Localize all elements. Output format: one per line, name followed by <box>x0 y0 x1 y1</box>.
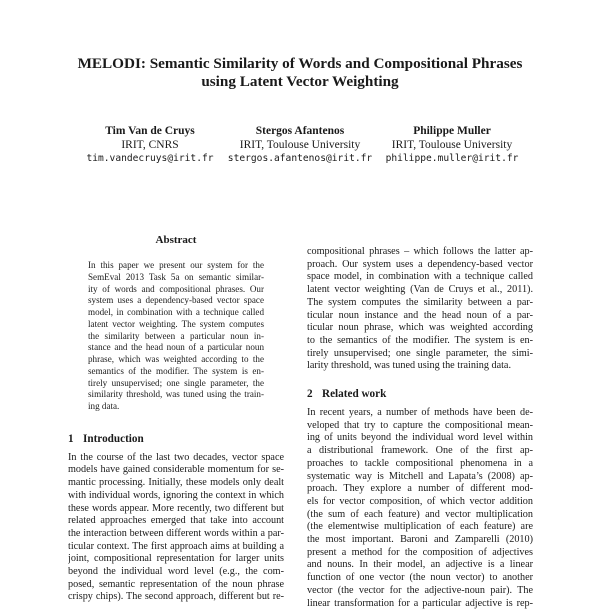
author-email: tim.vandecruys@irit.fr <box>86 153 214 164</box>
abstract-body <box>88 260 264 413</box>
body-line: crispy chips). The second approach, different but re- <box>68 591 284 603</box>
body-line: systematic way is Mitchell and Lapata’s (2008) ap- <box>307 470 533 482</box>
body-line: beyond the individual word level (e.g., the com- <box>68 566 284 578</box>
author-2 <box>216 124 384 166</box>
body-line: posed, semantic representation of the noun phrase <box>68 578 284 590</box>
section-title: Introduction <box>83 432 144 445</box>
abstract-line: ing data. <box>88 401 120 411</box>
author-block <box>0 124 600 168</box>
body-line: The system computes the similarity between a par- <box>307 296 533 308</box>
abstract-line: similarity threshold, was tuned using the train- <box>88 389 264 400</box>
body-line: space model, in combination with a technique called <box>307 271 533 283</box>
abstract-line: semantics of the modifier. The system is en- <box>88 365 264 376</box>
title-line-2: using Latent Vector Weighting <box>201 73 399 90</box>
body-line: a distributional framework. One of the first ap- <box>307 445 533 457</box>
body-line: models have gained considerable momentum for se- <box>68 464 284 476</box>
body-line: linear transformation for a particular adjective is rep- <box>307 597 533 609</box>
body-line: (the sum of each feature) and vector multiplication <box>307 508 533 520</box>
body-line: mantic processing. Initially, these models only dealt <box>68 477 284 489</box>
section-heading-introduction <box>68 432 284 446</box>
author-affiliation: IRIT, Toulouse University <box>239 139 361 151</box>
related-work-body <box>307 407 533 610</box>
author-name: Tim Van de Cruys <box>105 125 195 137</box>
body-line: related approaches emerged that take into account <box>68 515 284 527</box>
abstract-line: In this paper we present our system for the <box>88 260 264 270</box>
abstract-line: tirely unsupervised; one single parameter, the <box>88 377 264 388</box>
body-line: ticular noun phrase, which was weighted according <box>307 322 533 334</box>
body-line: proach. Our system uses a dependency-based vector <box>307 258 533 270</box>
right-column <box>307 246 533 610</box>
body-line: proaches to tackle compositional phenomena in a <box>307 457 533 469</box>
body-line: ticular noun instance and the head noun of a par- <box>307 309 533 321</box>
section-heading-related-work <box>307 387 533 401</box>
author-3 <box>370 124 534 166</box>
body-line: In recent years, a number of methods have been de- <box>307 407 533 419</box>
body-line: with individual words, ignoring the context in which <box>68 489 284 501</box>
abstract-line: the similarity between a particular noun in- <box>88 330 264 341</box>
body-line: els for vector composition, of which vector addition <box>307 495 533 507</box>
introduction-body <box>68 452 284 604</box>
body-line: tirely unsupervised; one single parameter, the simi- <box>307 347 533 359</box>
section-number: 2 <box>307 388 313 401</box>
abstract-line: system uses a dependency-based vector space <box>88 295 264 306</box>
paper-title <box>0 55 600 91</box>
abstract-line: ity of words and compositional phrases. Our <box>88 283 264 294</box>
author-email: stergos.afantenos@irit.fr <box>227 153 373 164</box>
abstract-line: SemEval 2013 Task 5a on semantic similar- <box>88 271 264 282</box>
title-line-1: MELODI: Semantic Similarity of Words and Compositional Phrases <box>77 55 523 72</box>
body-line: function of one vector (the noun vector) to another <box>307 572 533 584</box>
abstract-line: stance and the head noun of a particular noun <box>88 342 264 353</box>
section-number: 1 <box>68 432 74 445</box>
author-name: Philippe Muller <box>413 125 491 137</box>
body-line: present a method for the composition of adjectives <box>307 546 533 558</box>
body-line: ing of units beyond the individual word level within <box>307 432 533 444</box>
introduction-continued-body <box>307 246 533 373</box>
body-line: veloped that try to capture the compositional mean- <box>307 419 533 431</box>
body-line: ticular context. The first approach aims at building a <box>68 540 284 552</box>
body-line: and nouns. In their model, an adjective is a linear <box>307 559 533 571</box>
left-column <box>68 233 284 604</box>
body-line: the interaction between different words within a par- <box>68 527 284 539</box>
body-line: compositional phrases – which follows the latter ap- <box>307 246 533 257</box>
abstract-line: model, in combination with a technique called <box>88 307 264 317</box>
body-line: joint, compositional representation for larger units <box>68 553 284 565</box>
author-affiliation: IRIT, CNRS <box>121 139 179 151</box>
body-line: vector (the vector for the adjective-noun pair). The <box>307 584 533 596</box>
author-1 <box>70 124 230 166</box>
author-email: philippe.muller@irit.fr <box>385 153 519 164</box>
author-affiliation: IRIT, Toulouse University <box>391 139 513 151</box>
abstract-line: phrase, which was weighted according to the <box>88 354 264 364</box>
abstract-heading: Abstract <box>155 234 197 246</box>
author-name: Stergos Afantenos <box>255 125 345 137</box>
body-line: (the elementwise multiplication of each feature) are <box>307 521 533 533</box>
section-title: Related work <box>322 388 387 401</box>
body-line: In the course of the last two decades, vector space <box>68 451 284 463</box>
abstract-line: latent vector weighting. The system computes <box>88 318 264 329</box>
body-line: the most important. Baroni and Zamparelli (2010) <box>307 534 533 546</box>
body-line: these words appear. More recently, two different but <box>68 502 284 514</box>
body-line: proach. They explore a number of different mod- <box>307 483 533 495</box>
body-line: larity threshold, was tuned using the training data. <box>307 360 511 372</box>
body-line: to the semantics of the modifier. The system is en- <box>307 334 533 346</box>
body-line: latent vector weighting (Van de Cruys et al., 2011). <box>307 284 533 296</box>
